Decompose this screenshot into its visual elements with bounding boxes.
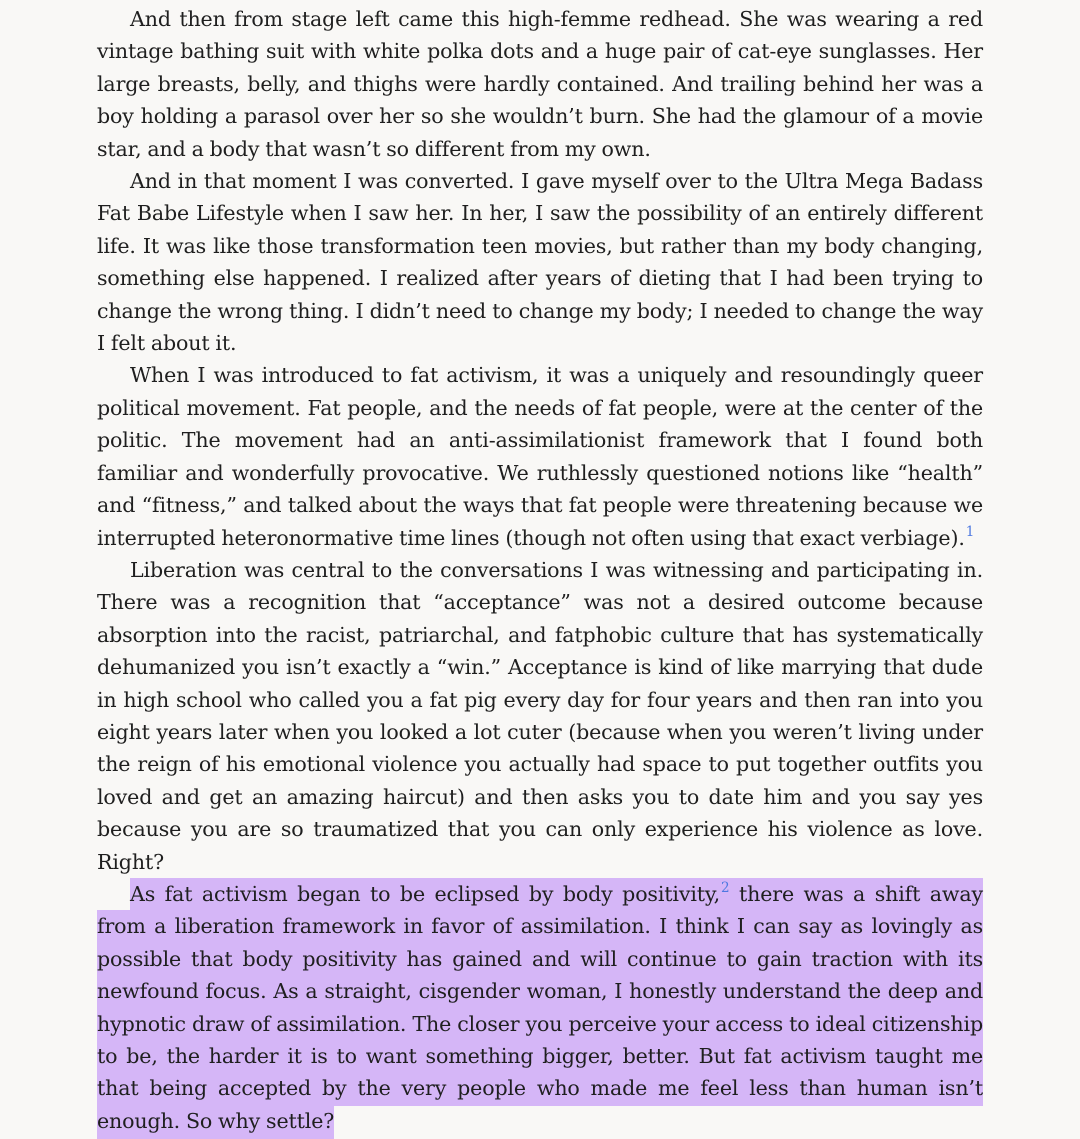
paragraph-1: And then from stage left came this high-femme redhead. She was wearing a red vintage bathing suit with white polka dots and a huge pair of cat-eye sunglasses. Her large breasts, belly, and thighs were hardly contained. And trailing behind her was a boy holding a parasol over her so she wouldn’t burn. She had the glamour of a movie star, and a body that wasn’t so different from my own. <box>97 7 983 161</box>
footnote-link-1[interactable]: 1 <box>965 523 975 540</box>
highlighted-text-cutoff: settle? <box>266 1108 335 1133</box>
text-highlight[interactable] <box>97 878 983 1139</box>
paragraph-3-text: When I was introduced to fat activism, it was a uniquely and resoundingly queer political movement. Fat people, and the needs of fat people, were at the center of the politic. The movement had an anti-assimilationist framework that I found both familiar and wonderfully provocative. We ruthlessly questioned notions like “health” and “fitness,” and talked about the ways that fat people were threatening because we interrupted heteronormative time lines (though not often using that exact verbiage). <box>97 363 983 550</box>
footnote-link-2[interactable]: 2 <box>721 879 730 896</box>
paragraph-2: And in that moment I was converted. I gave myself over to the Ultra Mega Badass Fat Babe Lifestyle when I saw her. In her, I saw the possibility of an entirely different life. It was like those transformation teen movies, but rather than my body changing, something else happened. I realized after years of dieting that I had been trying to change the wrong thing. I didn’t need to change my body; I needed to change the way I felt about it. <box>97 169 983 356</box>
highlighted-text-end: there was a shift away from a liberation framework in favor of assimilation. I think I can say as lovingly as possible that body positivity has gained and will continue to gain traction with its newfound focus. As a straight, cisgender woman, I honestly understand the deep and hypnotic draw of assimilation. The closer you perceive your access to ideal citizenship to be, the harder it is to want something bigger, better. But fat activism taught me that being accepted by the very people who made me feel less than human isn’t enough. So why <box>97 881 983 1133</box>
highlighted-paragraph[interactable] <box>97 878 983 1137</box>
highlighted-text-start: As fat activism began to be eclipsed by body positivity, <box>130 881 721 906</box>
paragraph-3 <box>97 359 983 553</box>
paragraph-4: Liberation was central to the conversations I was witnessing and participating in. There was a recognition that “acceptance” was not a desired outcome because absorption into the racist, patriarchal, and fatphobic culture that has systematically dehumanized you isn’t exactly a “win.” Acceptance is kind of like marrying that dude in high school who called you a fat pig every day for four years and then ran into you eight years later when you looked a lot cuter (because when you weren’t living under the reign of his emotional violence you actually had space to put together outfits you loved and get an amazing haircut) and then asks you to date him and you say yes because you are so traumatized that you can only experience his violence as love. Right? <box>97 557 983 874</box>
reading-area <box>97 3 983 1137</box>
